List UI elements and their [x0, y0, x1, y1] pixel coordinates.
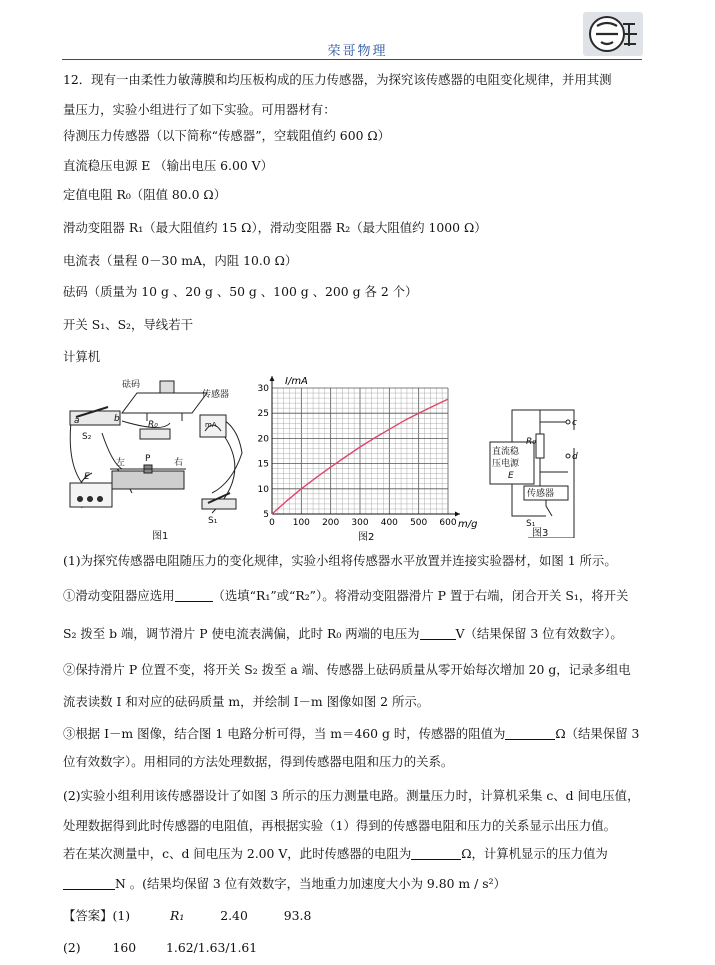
part1-line-5	[63, 724, 639, 742]
part1-line-4: 流表读数 I 和对应的砝码质量 m，并绘制 I－m 图像如图 2 所示。	[63, 694, 430, 709]
answer-1-2: 2.40	[220, 908, 248, 923]
fig3-source-line-3: E	[508, 471, 514, 481]
part1-line-1	[63, 586, 628, 604]
chart-ticks	[258, 384, 457, 528]
page-header	[0, 0, 715, 60]
material-4: 滑动变阻器 R₁（最大阻值约 15 Ω），滑动变阻器 R₂（最大阻值约 1000 Ω）	[63, 220, 487, 235]
x-tick-label: 300	[351, 518, 369, 528]
part1-line-1-a: ①滑动变阻器应选用	[63, 588, 175, 603]
part2-line-2: 处理数据得到此时传感器的电阻值，再根据实验（1）得到的传感器电阻和压力的关系显示出压力值。	[63, 818, 617, 833]
answer-2-2: 1.62/1.63/1.61	[166, 940, 258, 955]
label-left: 左	[116, 458, 126, 468]
material-8: 计算机	[63, 349, 101, 364]
label-a: a	[74, 416, 80, 426]
answer-blank-2	[420, 627, 456, 640]
part2-line-4-text: N 。(结果均保留 3 位有效数字，当地重力加速度大小为 9.80 m / s²）	[115, 876, 506, 891]
fig3-d: d	[572, 452, 578, 462]
answer-blank-1	[175, 589, 213, 602]
fig3-sensor: 传感器	[527, 489, 555, 499]
label-p: P	[145, 454, 151, 464]
fig3-r0: R₀	[526, 437, 536, 447]
label-right: 右	[174, 458, 184, 468]
part1-line-2-a: S₂ 拨至 b 端，调节滑片 P 使电流表满偏，此时 R₀ 两端的电压为	[63, 626, 420, 641]
x-tick-label: 400	[380, 518, 398, 528]
x-tick-label: 100	[292, 518, 310, 528]
part2-line-3-b: Ω，计算机显示的压力值为	[461, 846, 608, 861]
label-sensor: 传感器	[202, 390, 230, 400]
part2-line-1: (2)实验小组利用该传感器设计了如图 3 所示的压力测量电路。测量压力时，计算机采集 c、d 间电压值，	[63, 788, 640, 803]
answer-1-3: 93.8	[283, 908, 312, 923]
part1-line-2-b: V（结果保留 3 位有效数字）。	[455, 626, 623, 641]
part1-intro: (1)为探究传感器电阻随压力的变化规律，实验小组将传感器水平放置并连接实验器材，如图 1 所示。	[63, 553, 617, 568]
fig3-source-line-1: 直流稳	[492, 447, 520, 457]
label-r0: R₀	[148, 420, 158, 430]
part2-line-3-a: 若在某次测量中，c、d 间电压为 2.00 V，此时传感器的电阻为	[63, 846, 412, 861]
x-tick-label: 0	[269, 518, 275, 528]
answer-blank-4	[411, 847, 461, 860]
y-tick-label: 25	[257, 409, 269, 420]
answer-label: 【答案】(1)	[63, 908, 131, 923]
material-1: 待测压力传感器（以下简称“传感器”，空载阻值约 600 Ω）	[63, 128, 391, 143]
answer-line-1	[63, 906, 311, 924]
part1-line-3: ②保持滑片 P 位置不变，将开关 S₂ 拨至 a 端、传感器上砝码质量从零开始每次增加 20 g，记录多组电	[63, 662, 631, 677]
part1-line-5-b: Ω（结果保留 3	[555, 726, 640, 741]
question-stem-line-1: 12．现有一由柔性力敏薄膜和均压板构成的压力传感器，为探究该传感器的电阻变化规律，并用其测	[63, 72, 612, 87]
answer-line-2	[63, 940, 257, 955]
y-tick-label: 5	[263, 510, 269, 520]
label-s1: S₁	[208, 516, 218, 526]
figure-1-caption: 图1	[152, 531, 169, 542]
x-tick-label: 600	[439, 518, 457, 528]
chart-xlabel: m/g	[458, 519, 478, 530]
part1-line-2	[63, 624, 623, 642]
material-3: 定值电阻 R₀（阻值 80.0 Ω）	[63, 187, 227, 202]
material-7: 开关 S₁、S₂，导线若干	[63, 317, 193, 332]
material-2: 直流稳压电源 E （输出电压 6.00 V）	[63, 158, 274, 173]
chart-axes	[270, 376, 461, 517]
fig3-s1: S₁	[526, 519, 536, 529]
chart-ylabel: I/mA	[285, 376, 308, 387]
answer-blank-3	[505, 727, 555, 740]
y-tick-label: 30	[257, 384, 269, 394]
part2-line-3	[63, 844, 608, 862]
logo	[583, 12, 643, 56]
part1-line-1-b: （选填“R₁”或“R₂”）。将滑动变阻器滑片 P 置于右端，闭合开关 S₁，将开关	[212, 588, 629, 603]
x-tick-label: 200	[322, 518, 340, 528]
fig3-source-line-2: 压电源	[492, 459, 520, 469]
answer-2-1: 160	[112, 940, 137, 955]
label-ma: mA	[205, 421, 217, 429]
label-s2: S₂	[82, 432, 92, 442]
figure-1	[62, 373, 258, 543]
y-tick-label: 10	[257, 484, 269, 495]
answer-blank-5	[63, 877, 115, 890]
figure-3	[488, 398, 598, 538]
label-b: b	[114, 414, 120, 424]
y-tick-label: 15	[257, 459, 269, 470]
header-title: 荣哥物理	[327, 44, 388, 59]
part1-line-5-a: ③根据 I－m 图像，结合图 1 电路分析可得，当 m＝460 g 时，传感器的阻值为	[63, 726, 506, 741]
fig3-c: c	[572, 418, 577, 428]
label-weight: 砝码	[122, 380, 141, 390]
x-tick-label: 500	[410, 518, 428, 528]
figure-3-caption: 图3	[532, 528, 549, 538]
figure-2-chart	[250, 370, 490, 542]
logo-icon	[583, 12, 643, 56]
y-tick-label: 20	[257, 434, 269, 445]
part2-line-4	[63, 874, 506, 892]
material-6: 砝码（质量为 10 g 、20 g 、50 g 、100 g 、200 g 各 2 个）	[63, 284, 418, 299]
material-5: 电流表（量程 0－30 mA，内阻 10.0 Ω）	[63, 253, 298, 268]
label-e: E	[84, 472, 90, 482]
question-stem-line-2: 量压力，实验小组进行了如下实验。可用器材有：	[63, 102, 336, 117]
part1-line-6: 位有效数字）。用相同的方法处理数据，得到传感器电阻和压力的关系。	[63, 754, 454, 769]
chart-grid	[272, 388, 448, 514]
axis-arrows	[270, 376, 461, 517]
answer-label-2: (2)	[63, 940, 81, 955]
figure-2-caption: 图2	[358, 532, 375, 542]
answer-1-1: R₁	[170, 908, 185, 923]
header-divider	[62, 59, 642, 60]
